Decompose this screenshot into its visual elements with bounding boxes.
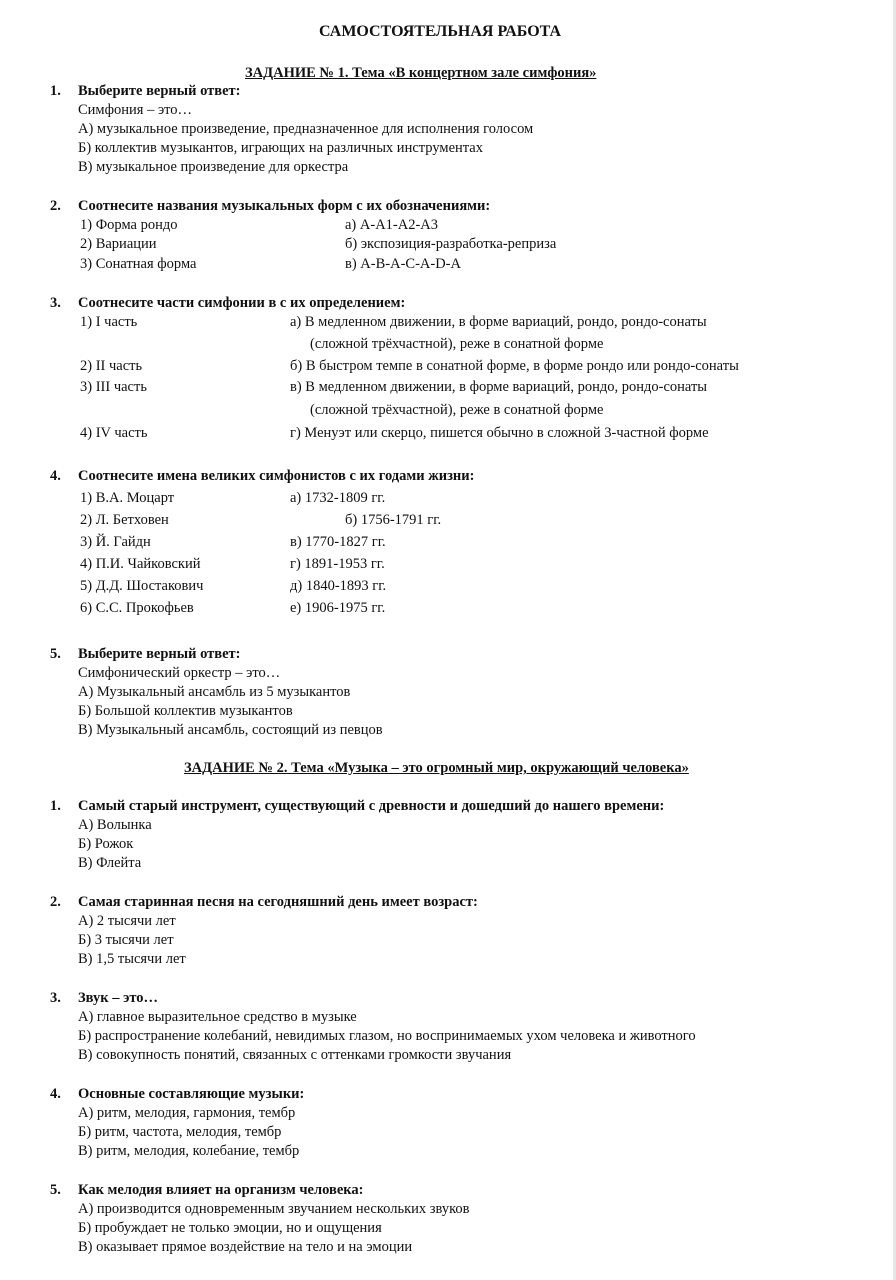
t2-q3-option-c: В) совокупность понятий, связанных с оттенками громкости звучания xyxy=(78,1047,512,1063)
t1-q4-right-f: е) 1906-1975 гг. xyxy=(290,600,386,616)
t1-q4-left-3: 3) Й. Гайдн xyxy=(80,534,151,550)
t2-q3-number: 3. xyxy=(50,990,61,1006)
t2-q5-prompt: Как мелодия влияет на организм человека: xyxy=(78,1182,364,1198)
t1-q1-option-b: Б) коллектив музыкантов, играющих на различных инструментах xyxy=(78,140,483,156)
t1-q3-right-b: б) В быстром темпе в сонатной форме, в форме рондо или рондо-сонаты xyxy=(290,358,739,374)
t2-q1-option-b: Б) Рожок xyxy=(78,836,134,852)
t1-q1-prompt: Выберите верный ответ: xyxy=(78,83,241,99)
t2-q1-option-a: А) Волынка xyxy=(78,817,152,833)
t2-q2-option-b: Б) 3 тысячи лет xyxy=(78,932,174,948)
t1-q1-option-c: В) музыкальное произведение для оркестра xyxy=(78,159,349,175)
t1-q4-left-5: 5) Д.Д. Шостакович xyxy=(80,578,204,594)
t1-q2-left-2: 2) Вариации xyxy=(80,236,157,252)
t1-q2-prompt: Соотнесите названия музыкальных форм с их обозначениями: xyxy=(78,198,491,214)
t1-q3-left-3: 3) III часть xyxy=(80,379,147,395)
t1-q2-left-1: 1) Форма рондо xyxy=(80,217,178,233)
t1-q1-lead: Симфония – это… xyxy=(78,102,193,118)
t1-q3-right-d: г) Менуэт или скерцо, пишется обычно в сложной 3-частной форме xyxy=(290,425,709,441)
t1-q4-right-d: г) 1891-1953 гг. xyxy=(290,556,385,572)
t2-q2-number: 2. xyxy=(50,894,61,910)
t1-q4-prompt: Соотнесите имена великих симфонистов с их годами жизни: xyxy=(78,468,475,484)
t2-q1-option-c: В) Флейта xyxy=(78,855,142,871)
t1-q4-right-b: б) 1756-1791 гг. xyxy=(345,512,442,528)
t2-q5-option-a: А) производится одновременным звучанием нескольких звуков xyxy=(78,1201,470,1217)
t2-q4-option-b: Б) ритм, частота, мелодия, тембр xyxy=(78,1124,282,1140)
t1-q5-number: 5. xyxy=(50,646,61,662)
t2-q3-option-a: А) главное выразительное средство в музыке xyxy=(78,1009,357,1025)
t1-q3-left-4: 4) IV часть xyxy=(80,425,148,441)
t1-q4-right-e: д) 1840-1893 гг. xyxy=(290,578,387,594)
t2-q2-prompt: Самая старинная песня на сегодняшний день имеет возраст: xyxy=(78,894,478,910)
t1-q2-right-c: в) А-В-А-С-А-D-А xyxy=(345,256,461,272)
t1-q4-right-c: в) 1770-1827 гг. xyxy=(290,534,386,550)
t2-q3-prompt: Звук – это… xyxy=(78,990,159,1006)
task2-heading: ЗАДАНИЕ № 2. Тема «Музыка – это огромный мир, окружающий человека» xyxy=(184,760,689,776)
t1-q5-option-c: В) Музыкальный ансамбль, состоящий из певцов xyxy=(78,722,383,738)
t2-q5-number: 5. xyxy=(50,1182,61,1198)
t2-q4-option-a: А) ритм, мелодия, гармония, тембр xyxy=(78,1105,296,1121)
t2-q2-option-c: В) 1,5 тысячи лет xyxy=(78,951,186,967)
t2-q4-number: 4. xyxy=(50,1086,61,1102)
t2-q1-prompt: Самый старый инструмент, существующий с древности и дошедший до нашего времени: xyxy=(78,798,665,814)
t1-q3-left-1: 1) I часть xyxy=(80,314,138,330)
t2-q2-option-a: А) 2 тысячи лет xyxy=(78,913,176,929)
t1-q4-left-2: 2) Л. Бетховен xyxy=(80,512,169,528)
t1-q4-left-6: 6) С.С. Прокофьев xyxy=(80,600,194,616)
t2-q4-option-c: В) ритм, мелодия, колебание, тембр xyxy=(78,1143,300,1159)
task1-heading: ЗАДАНИЕ № 1. Тема «В концертном зале симфония» xyxy=(245,65,597,81)
t1-q3-right-c-cont: (сложной трёхчастной), реже в сонатной форме xyxy=(310,402,604,418)
t1-q5-option-b: Б) Большой коллектив музыкантов xyxy=(78,703,293,719)
t1-q2-number: 2. xyxy=(50,198,61,214)
t1-q5-option-a: А) Музыкальный ансамбль из 5 музыкантов xyxy=(78,684,351,700)
page-title: САМОСТОЯТЕЛЬНАЯ РАБОТА xyxy=(319,23,562,40)
t2-q4-prompt: Основные составляющие музыки: xyxy=(78,1086,305,1102)
t2-q5-option-c: В) оказывает прямое воздействие на тело и на эмоции xyxy=(78,1239,413,1255)
t1-q3-prompt: Соотнесите части симфонии в с их определением: xyxy=(78,295,406,311)
t2-q1-number: 1. xyxy=(50,798,61,814)
t1-q5-lead: Симфонический оркестр – это… xyxy=(78,665,281,681)
t1-q4-left-1: 1) В.А. Моцарт xyxy=(80,490,175,506)
t2-q3-option-b: Б) распространение колебаний, невидимых глазом, но воспринимаемых ухом человека и животного xyxy=(78,1028,696,1044)
t1-q3-right-a-cont: (сложной трёхчастной), реже в сонатной форме xyxy=(310,336,604,352)
t1-q4-left-4: 4) П.И. Чайковский xyxy=(80,556,201,572)
t1-q5-prompt: Выберите верный ответ: xyxy=(78,646,241,662)
t1-q1-number: 1. xyxy=(50,83,61,99)
t1-q4-right-a: а) 1732-1809 гг. xyxy=(290,490,386,506)
t1-q3-number: 3. xyxy=(50,295,61,311)
t1-q2-right-b: б) экспозиция-разработка-реприза xyxy=(345,236,557,252)
t1-q2-right-a: а) А-А1-А2-А3 xyxy=(345,217,439,233)
t1-q2-left-3: 3) Сонатная форма xyxy=(80,256,197,272)
t1-q3-left-2: 2) II часть xyxy=(80,358,143,374)
t1-q3-right-c: в) В медленном движении, в форме вариаций, рондо, рондо-сонаты xyxy=(290,379,708,395)
t1-q4-number: 4. xyxy=(50,468,61,484)
t1-q3-right-a: а) В медленном движении, в форме вариаций, рондо, рондо-сонаты xyxy=(290,314,707,330)
t1-q1-option-a: А) музыкальное произведение, предназначенное для исполнения голосом xyxy=(78,121,534,137)
t2-q5-option-b: Б) пробуждает не только эмоции, но и ощущения xyxy=(78,1220,382,1236)
